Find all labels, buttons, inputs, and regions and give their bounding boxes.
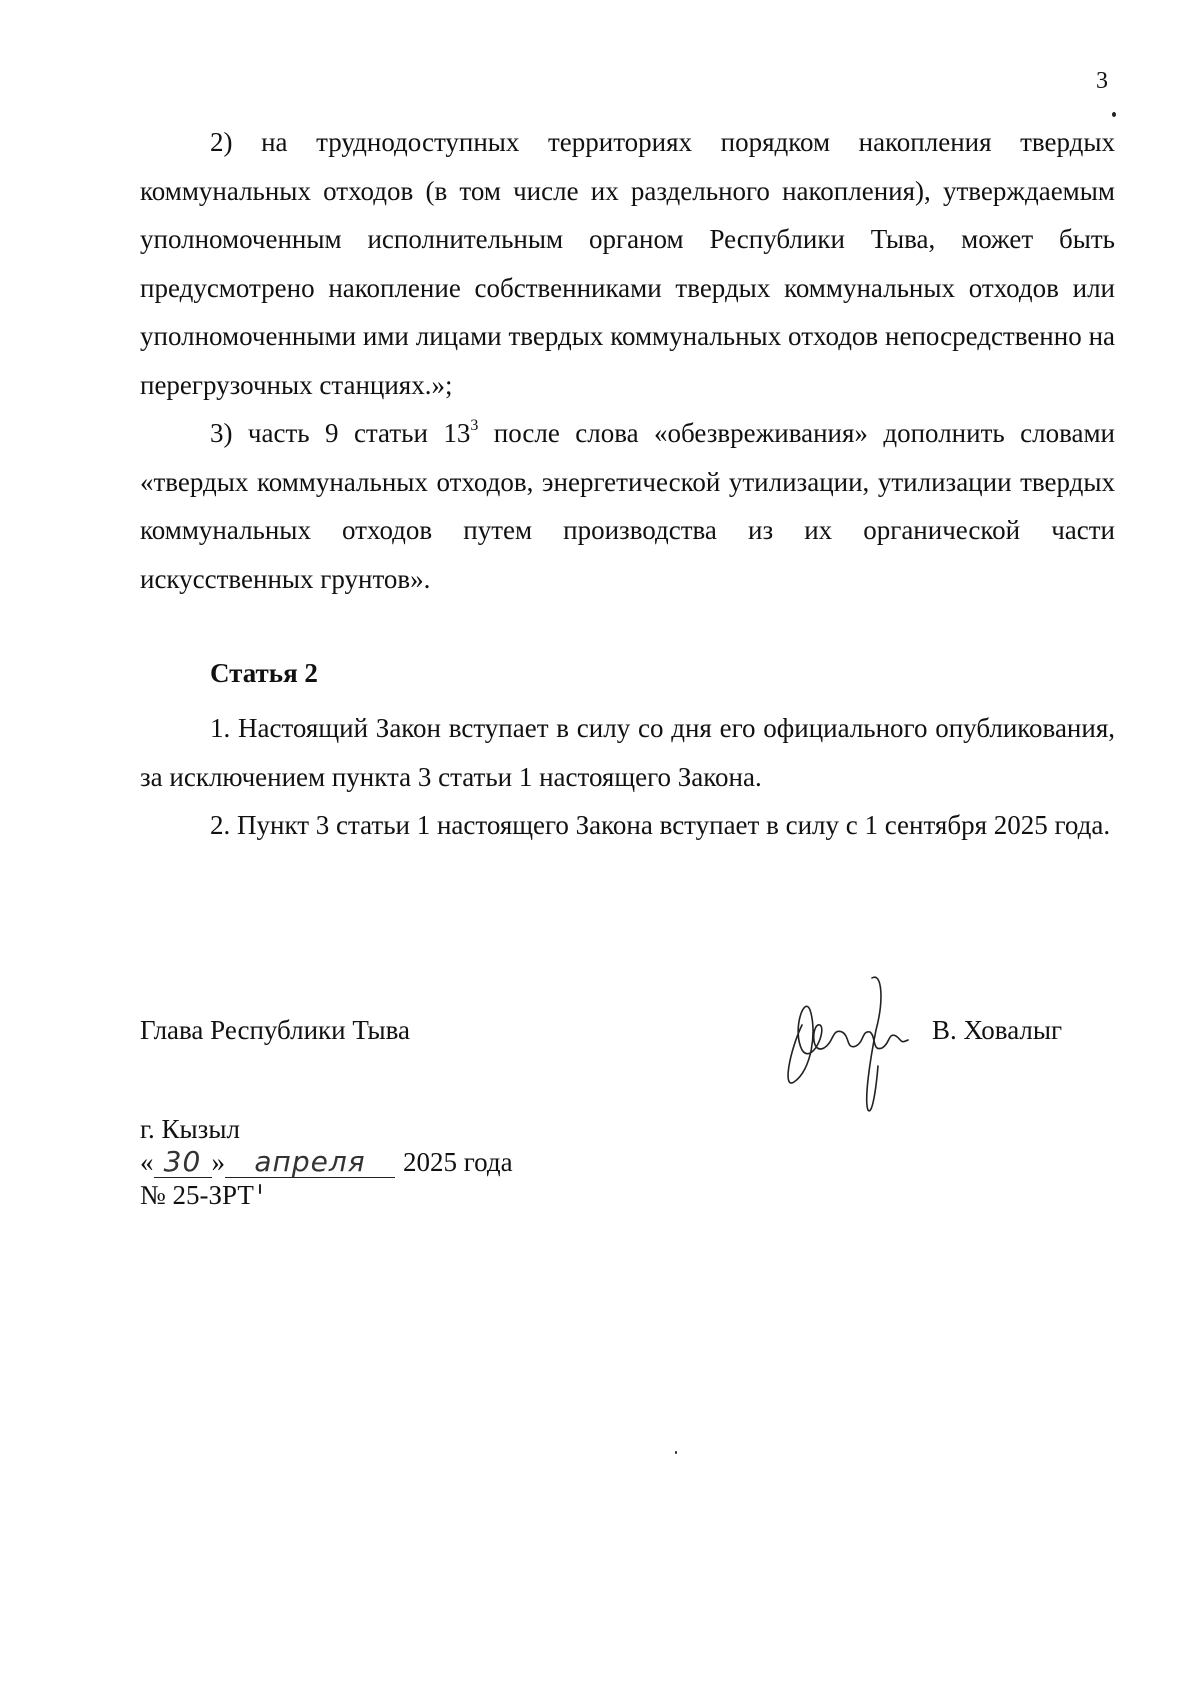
handwritten-signature — [772, 970, 922, 1120]
city-line: г. Кызыл — [140, 1114, 240, 1144]
law-number: № 25-ЗРТ — [140, 1180, 254, 1210]
paragraph-item-2: 2) на труднодоступных территориях порядком накопления твердых коммунальных отходов (в том числе их раздельного накопления), утверждаемым уполномоченным исполнительным органом Республики Тыва, может быть предусмотрено накопление собственниками твердых коммунальных отходов или уполномоченными ими лицами твердых коммунальных отходов непосредственно на перегрузочных станциях.»; — [140, 127, 1115, 400]
article2-heading: Статья 2 — [210, 658, 318, 688]
page-number: 3 — [1096, 68, 1108, 94]
date-line: « 30 » апреля 2025 года — [140, 1145, 513, 1178]
scan-speck — [675, 1451, 677, 1454]
article1-continuation — [140, 118, 1115, 603]
paragraph-item-3: 3) часть 9 статьи $13^3$ после слова «обезвреживания» дополнить словами «твердых коммунальных отходов, энергетической утилизации, утилизации твердых коммунальных отходов путем производства из их органической части искусственных грунтов». — [140, 417, 1115, 594]
handwritten-day: 30 — [154, 1147, 212, 1178]
article2-body — [140, 704, 1115, 850]
article2-paragraph-1: 1. Настоящий Закон вступает в силу со дня его официального опубликования, за исключением пункта 3 статьи 1 настоящего Закона. — [140, 713, 1115, 792]
date-year: 2025 года — [403, 1147, 513, 1177]
handwritten-month: апреля — [225, 1147, 395, 1178]
signatory-title: Глава Республики Тыва — [140, 1015, 411, 1045]
scan-speck — [1112, 112, 1116, 117]
scan-speck — [259, 1184, 261, 1194]
article2-paragraph-2: 2. Пункт 3 статьи 1 настоящего Закона вступает в силу с 1 сентября 2025 года. — [210, 810, 1111, 840]
signer-name: В. Ховалыг — [932, 1015, 1063, 1045]
